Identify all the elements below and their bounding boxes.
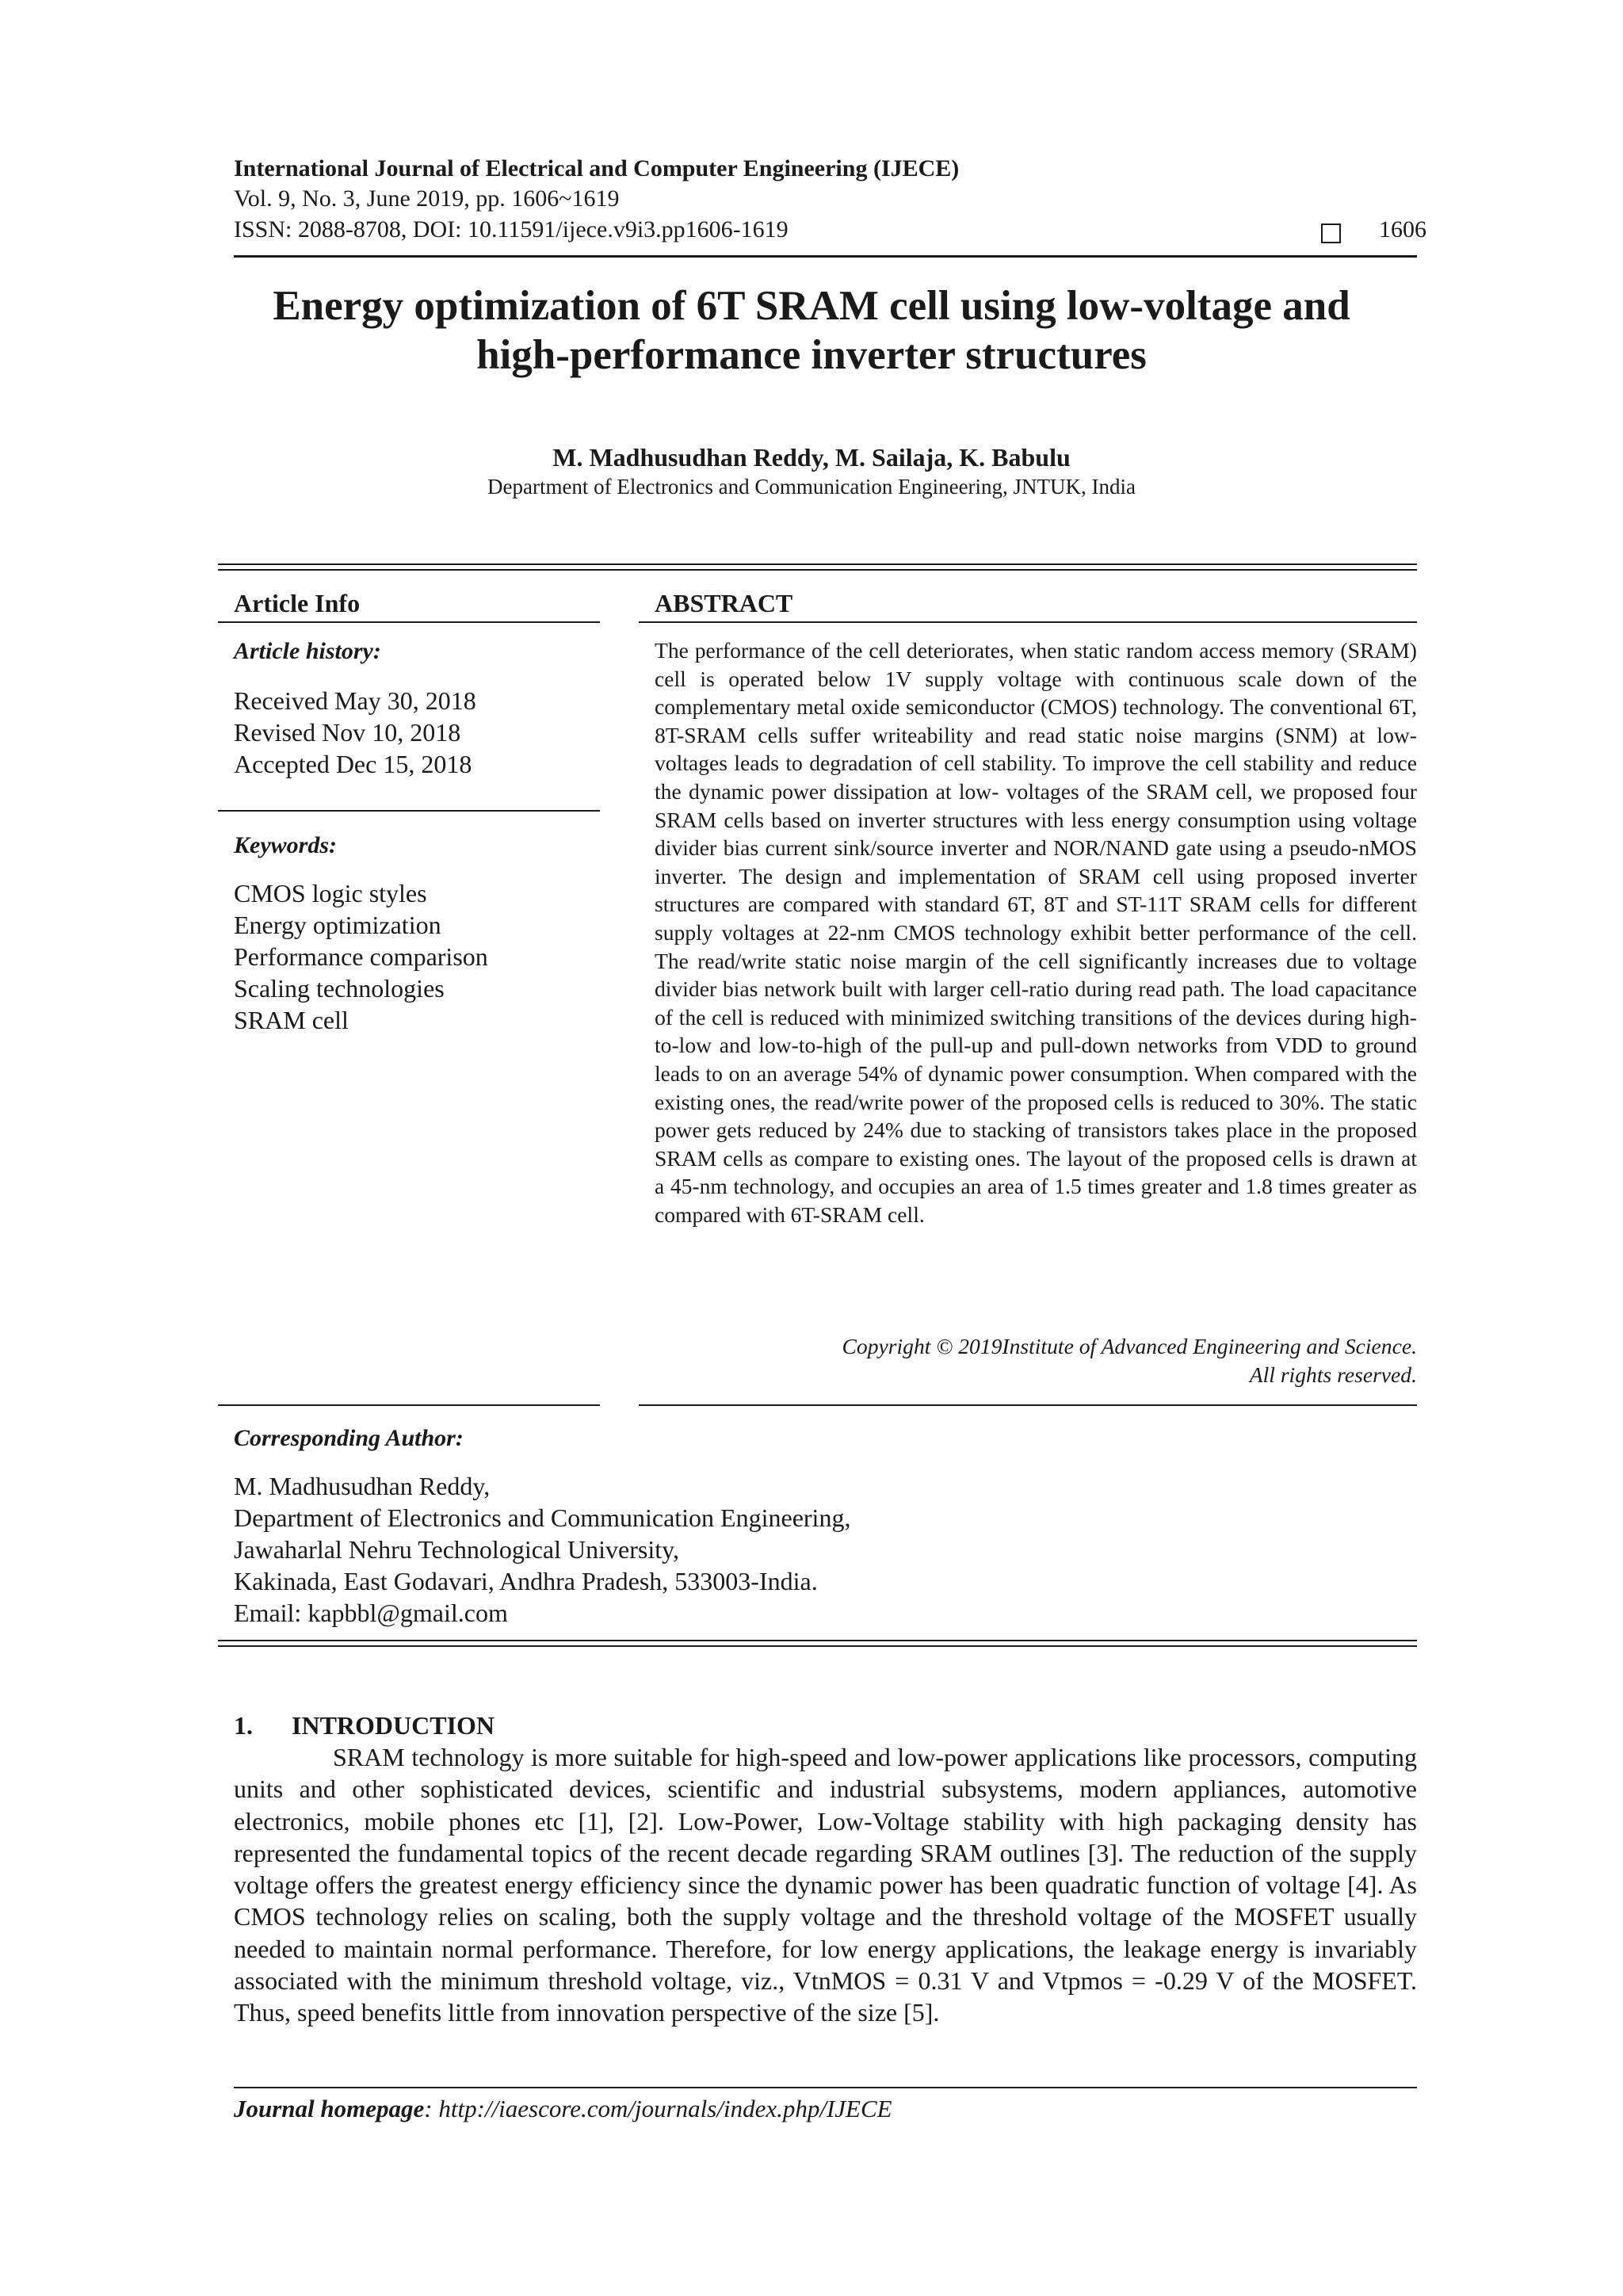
abstract-heading: ABSTRACT: [655, 589, 793, 617]
keywords-heading: Keywords:: [234, 832, 337, 858]
introduction-paragraph: SRAM technology is more suitable for high-speed and low-power applications like processors, computing units and other sophisticated devices, scientific and industrial subsystems, modern appliances, automotive electronics, mobile phones etc [1], [2]. Low-Power, Low-Voltage stability with high packaging density has represented the fundamental topics of the recent decade regarding SRAM outlines [3]. The reduction of the supply voltage offers the greatest energy efficiency since the dynamic power has been quadratic function of voltage [4]. As CMOS technology relies on scaling, both the supply voltage and the threshold voltage of the MOSFET usually needed to maintain normal performance. Therefore, for low energy applications, the leakage energy is invariably associated with the minimum threshold voltage, viz., VtnMOS = 0.31 V and Vtpmos = -0.29 V of the MOSFET. Thus, speed benefits little from innovation perspective of the size [5].: [234, 1743, 1417, 2027]
info-bottom-rule-left: [218, 1404, 600, 1406]
keyword-item: CMOS logic styles: [234, 879, 427, 907]
corresponding-rule-1: [218, 1640, 1417, 1641]
abstract-text: The performance of the cell deteriorates, when static random access memory (SRAM) cell is operated below 1V supply voltage with continuous scale down of the complementary metal oxide semiconductor (CMOS) technology. The conventional 6T, 8T-SRAM cells suffer writeability and read static noise margins (SNM) at low-voltages leads to degradation of cell stability. To improve the cell stability and reduce the dynamic power dissipation at low- voltages of the SRAM cell, we proposed four SRAM cells based on inverter structures with less energy consumption using voltage divider bias current sink/source inverter and NOR/NAND gate using a pseudo-nMOS inverter. The design and implementation of SRAM cell using proposed inverter structures are compared with standard 6T, 8T and ST-11T SRAM cells for different supply voltages at 22-nm CMOS technology exhibit better performance of the cell. The read/write static noise margin of the cell significantly increases due to voltage divider bias network built with larger cell-ratio during read path. The load capacitance of the cell is reduced with minimized switching transitions of the devices during high-to-low and low-to-high of the pull-up and pull-down networks from VDD to ground leads to on an average 54% of dynamic power consumption. When compared with the existing ones, the read/write power of the proposed cells is reduced to 30%. The static power gets reduced by 24% due to stacking of transistors takes place in the proposed SRAM cells as compare to existing ones. The layout of the proposed cells is drawn at a 45-nm technology, and occupies an area of 1.5 times greater and 1.8 times greater as compared with 6T-SRAM cell.: [655, 638, 1417, 1227]
copyright-line-2: All rights reserved.: [1249, 1362, 1417, 1387]
history-revised: Revised Nov 10, 2018: [234, 718, 461, 747]
article-info-heading: Article Info: [234, 589, 361, 617]
homepage-url: : http://iaescore.com/journals/index.php/IJECE: [424, 2095, 892, 2122]
volume-info: Vol. 9, No. 3, June 2019, pp. 1606~1619: [234, 185, 620, 212]
journal-name: International Journal of Electrical and Computer Engineering (IJECE): [234, 155, 960, 181]
title-line-2: high-performance inverter structures: [476, 332, 1147, 378]
keyword-item: Scaling technologies: [234, 974, 445, 1003]
header-rule: [234, 255, 1417, 258]
keyword-item: Performance comparison: [234, 942, 488, 971]
corresponding-name: M. Madhusudhan Reddy,: [234, 1472, 491, 1500]
history-accepted: Accepted Dec 15, 2018: [234, 750, 472, 778]
checkbox-icon: [1321, 223, 1341, 243]
journal-homepage: [234, 2094, 892, 2124]
article-info-rule: [218, 621, 600, 623]
issn-doi: ISSN: 2088-8708, DOI: 10.11591/ijece.v9i3.pp1606-1619: [234, 216, 789, 243]
article-history-heading: Article history:: [234, 638, 381, 664]
info-top-rule-1: [218, 563, 1417, 565]
corresponding-author-heading: Corresponding Author:: [234, 1425, 464, 1451]
title-line-1: Energy optimization of 6T SRAM cell using low-voltage and: [273, 283, 1350, 329]
section-number: 1.: [234, 1711, 253, 1740]
abstract-rule: [639, 621, 1417, 623]
corresponding-department: Department of Electronics and Communication Engineering,: [234, 1503, 851, 1532]
homepage-label: Journal homepage: [234, 2095, 425, 2122]
introduction-body: [234, 1741, 1417, 2029]
corresponding-university: Jawaharlal Nehru Technological University,: [234, 1535, 680, 1564]
affiliation: Department of Electronics and Communication Engineering, JNTUK, India: [487, 475, 1136, 499]
info-bottom-rule-right: [639, 1404, 1417, 1406]
keyword-item: SRAM cell: [234, 1006, 349, 1034]
history-received: Received May 30, 2018: [234, 686, 476, 715]
info-top-rule-2: [218, 569, 1417, 571]
paper-title: [158, 281, 1465, 380]
keywords-rule: [218, 810, 600, 812]
keyword-item: Energy optimization: [234, 911, 441, 939]
corresponding-address: Kakinada, East Godavari, Andhra Pradesh, 533003-India.: [234, 1567, 818, 1595]
footer-rule: [234, 2087, 1417, 2088]
corresponding-email: Email: kapbbl@gmail.com: [234, 1599, 508, 1627]
copyright-line-1: Copyright © 2019Institute of Advanced Engineering and Science.: [842, 1334, 1417, 1358]
section-heading: INTRODUCTION: [292, 1711, 495, 1740]
page-number: 1606: [1379, 216, 1426, 243]
authors: M. Madhusudhan Reddy, M. Sailaja, K. Babulu: [552, 443, 1071, 472]
corresponding-rule-2: [218, 1645, 1417, 1647]
